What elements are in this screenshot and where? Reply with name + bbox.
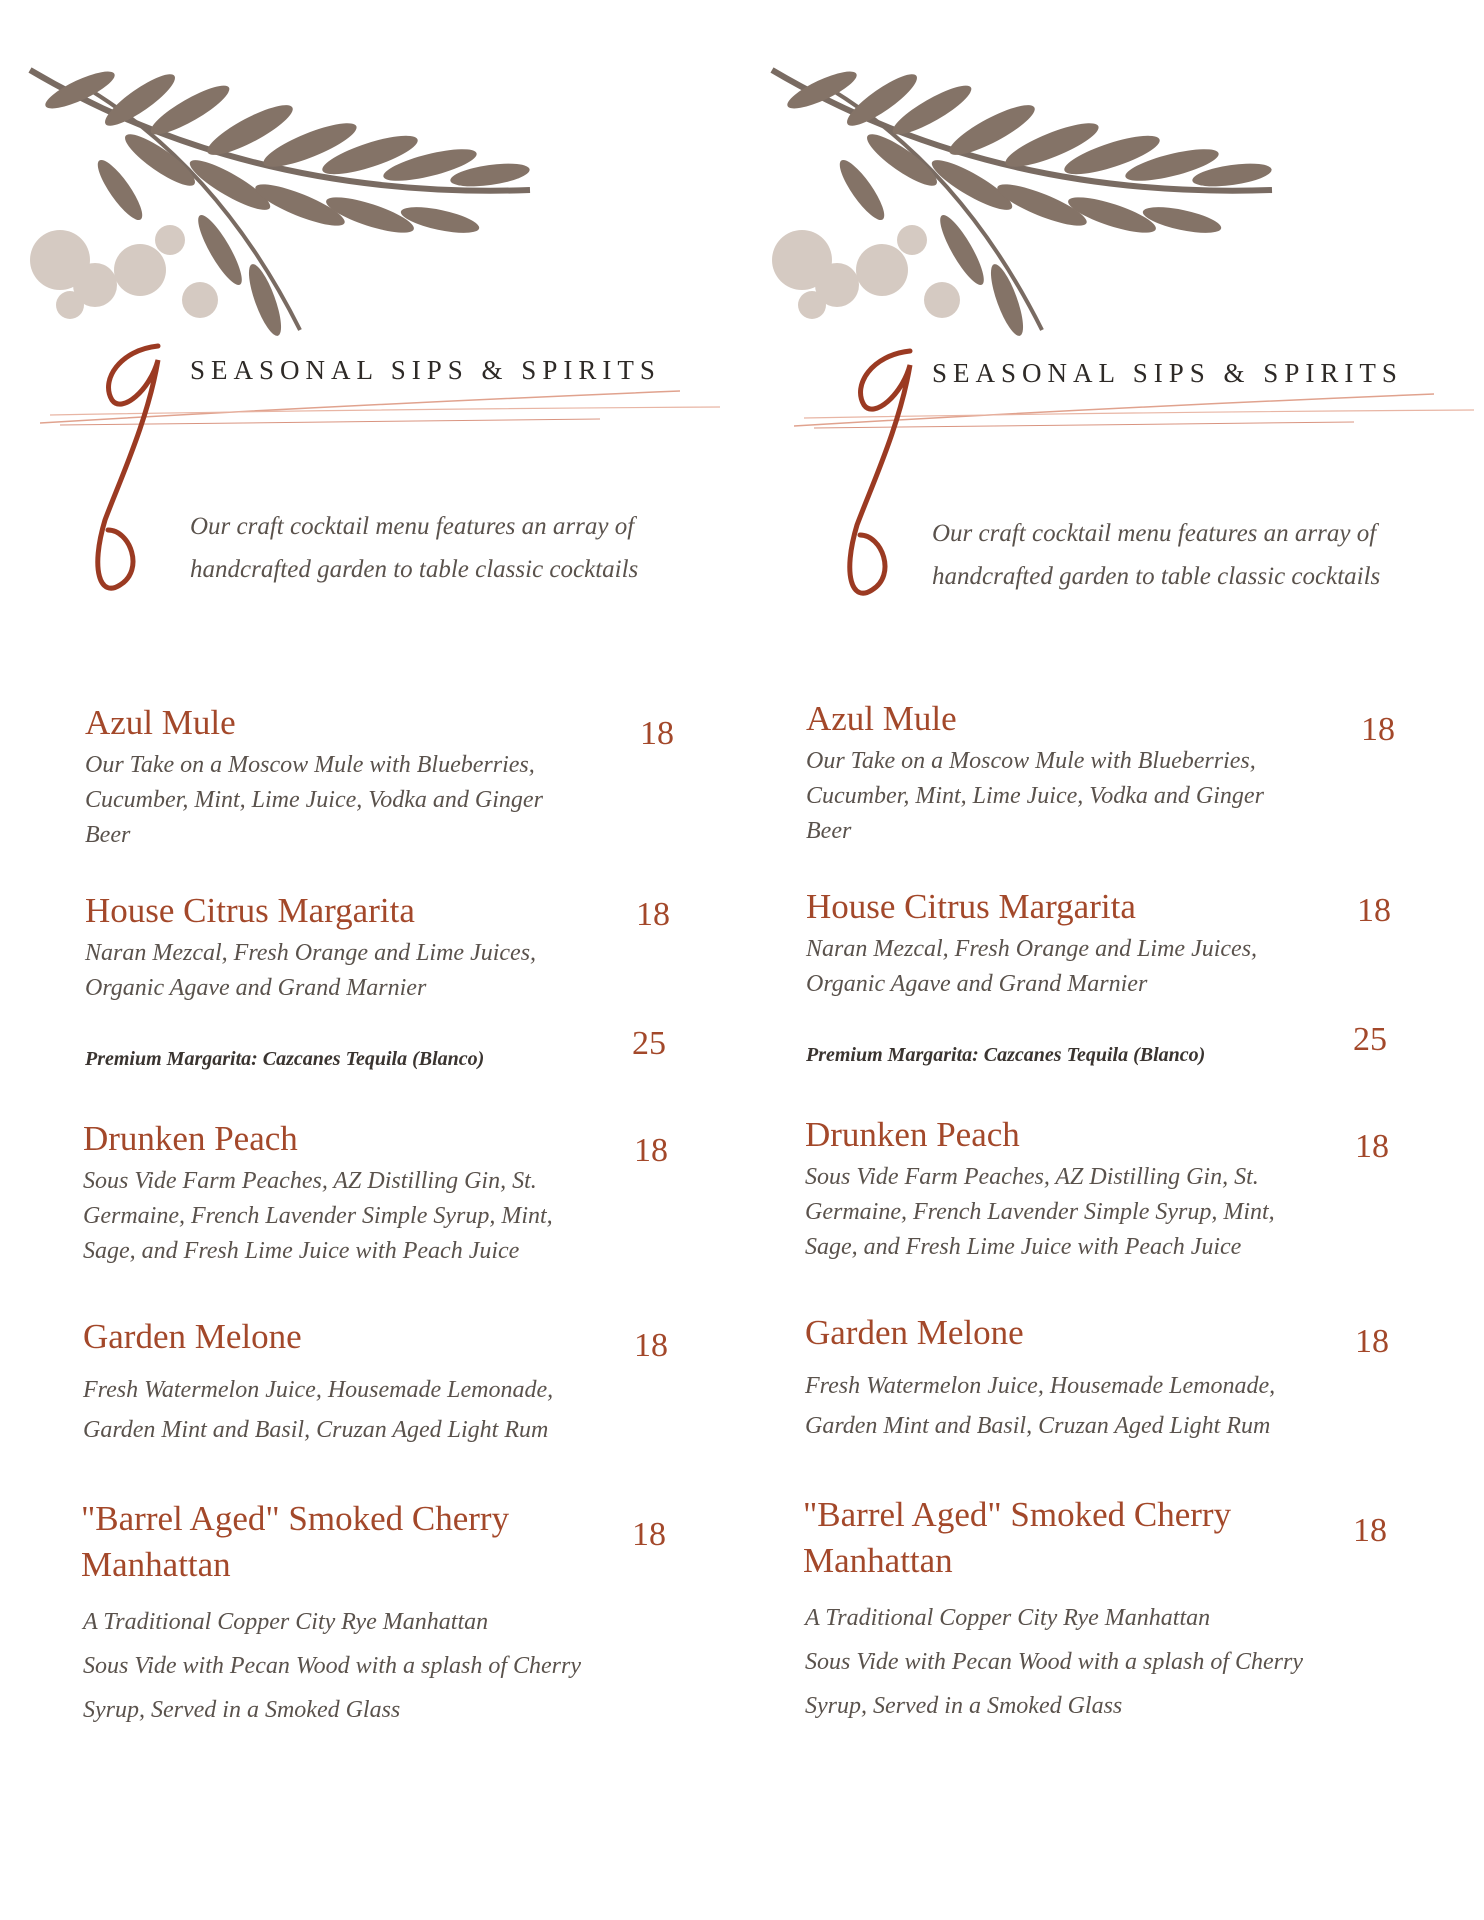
description-line: Sous Vide Farm Peaches, AZ Distilling Gin, St. bbox=[83, 1168, 537, 1194]
intro-line: Our craft cocktail menu features an array of bbox=[932, 520, 1377, 547]
description-line: Sage, and Fresh Lime Juice with Peach Juice bbox=[805, 1234, 1242, 1260]
description-line: Germaine, French Lavender Simple Syrup, Mint, bbox=[83, 1203, 553, 1229]
description-line: Cucumber, Mint, Lime Juice, Vodka and Ginger bbox=[85, 787, 543, 813]
item-name bbox=[81, 1496, 581, 1588]
description-line: Fresh Watermelon Juice, Housemade Lemonade, bbox=[83, 1377, 554, 1403]
item-price: 18 bbox=[1361, 711, 1395, 748]
description-line: Syrup, Served in a Smoked Glass bbox=[83, 1697, 401, 1723]
item-price: 18 bbox=[636, 896, 670, 933]
premium-price: 25 bbox=[632, 1025, 666, 1062]
item-name: Azul Mule bbox=[85, 703, 236, 742]
description-line: Organic Agave and Grand Marnier bbox=[85, 975, 427, 1001]
botanical-illustration bbox=[0, 30, 560, 350]
item-price: 18 bbox=[634, 1327, 668, 1364]
item-name: Azul Mule bbox=[806, 699, 957, 738]
description-line: Garden Mint and Basil, Cruzan Aged Light Rum bbox=[83, 1417, 549, 1443]
description-line: Sous Vide with Pecan Wood with a splash of Cherry bbox=[83, 1653, 581, 1679]
menu-intro bbox=[932, 512, 1402, 598]
item-description bbox=[805, 1160, 1315, 1265]
item-price: 18 bbox=[1357, 892, 1391, 929]
description-line: Germaine, French Lavender Simple Syrup, Mint, bbox=[805, 1199, 1275, 1225]
description-line: Our Take on a Moscow Mule with Blueberries, bbox=[806, 748, 1256, 774]
botanical-illustration bbox=[742, 30, 1302, 350]
item-price: 18 bbox=[634, 1132, 668, 1169]
description-line: Fresh Watermelon Juice, Housemade Lemonade, bbox=[805, 1373, 1276, 1399]
item-name: Drunken Peach bbox=[83, 1119, 298, 1158]
menu-heading: SEASONAL SIPS & SPIRITS bbox=[190, 355, 661, 385]
item-price: 18 bbox=[1353, 1512, 1387, 1549]
menu-heading: SEASONAL SIPS & SPIRITS bbox=[932, 358, 1403, 388]
description-line: Our Take on a Moscow Mule with Blueberries, bbox=[85, 752, 535, 778]
description-line: Organic Agave and Grand Marnier bbox=[806, 971, 1148, 997]
monogram-flourish bbox=[812, 345, 932, 605]
item-name-line: Manhattan bbox=[803, 1541, 953, 1580]
item-name: Drunken Peach bbox=[805, 1115, 1020, 1154]
premium-note: Premium Margarita: Cazcanes Tequila (Blanco) bbox=[85, 1048, 485, 1070]
item-price: 18 bbox=[632, 1516, 666, 1553]
item-name bbox=[803, 1492, 1303, 1584]
item-description bbox=[85, 936, 595, 1006]
premium-price: 25 bbox=[1353, 1021, 1387, 1058]
description-line: Garden Mint and Basil, Cruzan Aged Light Rum bbox=[805, 1413, 1271, 1439]
item-description bbox=[805, 1366, 1315, 1446]
item-description bbox=[83, 1370, 593, 1450]
premium-note: Premium Margarita: Cazcanes Tequila (Blanco) bbox=[806, 1044, 1206, 1066]
item-description bbox=[85, 748, 595, 853]
item-description bbox=[806, 932, 1316, 1002]
item-name: House Citrus Margarita bbox=[806, 887, 1136, 926]
description-line: Beer bbox=[806, 818, 852, 844]
description-line: A Traditional Copper City Rye Manhattan bbox=[83, 1609, 489, 1635]
intro-line: handcrafted garden to table classic cocktails bbox=[932, 563, 1381, 590]
intro-line: handcrafted garden to table classic cocktails bbox=[190, 556, 639, 583]
item-name: Garden Melone bbox=[805, 1313, 1024, 1352]
item-price: 18 bbox=[1355, 1323, 1389, 1360]
item-name-line: Manhattan bbox=[81, 1545, 231, 1584]
item-description bbox=[83, 1600, 593, 1732]
item-name-line: "Barrel Aged" Smoked Cherry bbox=[803, 1495, 1232, 1534]
monogram-flourish bbox=[60, 340, 180, 600]
item-description bbox=[805, 1596, 1315, 1728]
menu-panel-right bbox=[742, 0, 1484, 1920]
menu-intro bbox=[190, 505, 660, 591]
description-line: Cucumber, Mint, Lime Juice, Vodka and Ginger bbox=[806, 783, 1264, 809]
description-line: Sous Vide with Pecan Wood with a splash of Cherry bbox=[805, 1649, 1303, 1675]
description-line: Sage, and Fresh Lime Juice with Peach Juice bbox=[83, 1238, 520, 1264]
description-line: Sous Vide Farm Peaches, AZ Distilling Gin, St. bbox=[805, 1164, 1259, 1190]
item-name: Garden Melone bbox=[83, 1317, 302, 1356]
item-price: 18 bbox=[640, 715, 674, 752]
description-line: A Traditional Copper City Rye Manhattan bbox=[805, 1605, 1211, 1631]
description-line: Syrup, Served in a Smoked Glass bbox=[805, 1693, 1123, 1719]
item-description bbox=[806, 744, 1316, 849]
description-line: Naran Mezcal, Fresh Orange and Lime Juices, bbox=[85, 940, 537, 966]
description-line: Beer bbox=[85, 822, 131, 848]
item-name-line: "Barrel Aged" Smoked Cherry bbox=[81, 1499, 510, 1538]
intro-line: Our craft cocktail menu features an array of bbox=[190, 513, 635, 540]
item-price: 18 bbox=[1355, 1128, 1389, 1165]
item-name: House Citrus Margarita bbox=[85, 891, 415, 930]
description-line: Naran Mezcal, Fresh Orange and Lime Juices, bbox=[806, 936, 1258, 962]
item-description bbox=[83, 1164, 593, 1269]
